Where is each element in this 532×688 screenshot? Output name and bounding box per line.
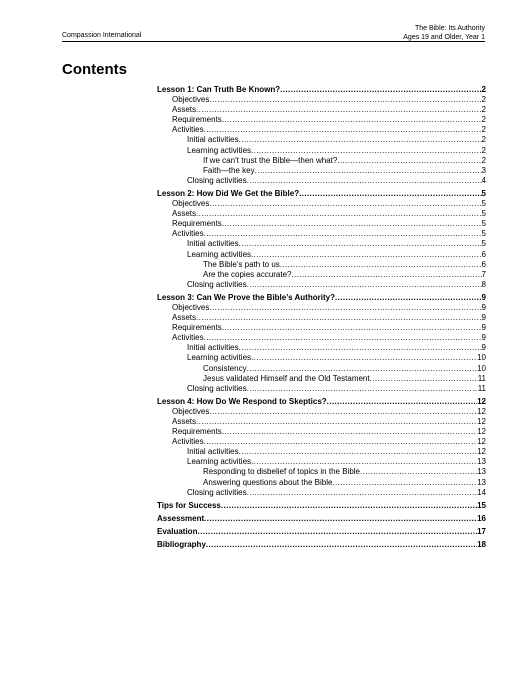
dot-leader xyxy=(251,250,482,260)
toc-entry-text: Closing activities xyxy=(187,279,247,289)
toc-entry-text: Responding to disbelief of topics in the Bible xyxy=(203,467,360,477)
dot-leader xyxy=(222,427,477,437)
toc-page-number: 2 xyxy=(481,95,486,105)
toc-entry[interactable] xyxy=(157,270,486,280)
toc-page-number: 18 xyxy=(477,540,486,550)
toc-entry-text: The Bible’s path to us xyxy=(203,259,280,269)
toc-page-number: 2 xyxy=(481,145,486,155)
toc-page-number: 9 xyxy=(481,292,486,302)
toc-page-number: 9 xyxy=(481,333,486,343)
toc-entry[interactable] xyxy=(157,166,486,176)
dot-leader xyxy=(209,407,477,417)
toc-page-number: 2 xyxy=(481,155,486,165)
toc-section-entry[interactable] xyxy=(157,189,486,199)
toc-entry[interactable] xyxy=(157,125,486,135)
toc-entry[interactable] xyxy=(157,343,486,353)
toc-page-number: 13 xyxy=(477,467,486,477)
toc-entry-text: Assets xyxy=(172,209,197,219)
dot-leader xyxy=(247,384,478,394)
toc-entry-text: Lesson 1: Can Truth Be Known? xyxy=(157,85,281,94)
dot-leader xyxy=(221,501,477,511)
toc-entry-text: Initial activities xyxy=(187,135,239,145)
toc-page-number: 5 xyxy=(481,199,486,209)
toc-entry[interactable] xyxy=(157,303,486,313)
toc-page-number: 5 xyxy=(481,209,486,219)
toc-section-entry[interactable] xyxy=(157,514,486,524)
dot-leader xyxy=(222,323,482,333)
toc-page-number: 5 xyxy=(481,229,486,239)
toc-entry-text: Lesson 4: How Do We Respond to Skeptics? xyxy=(157,396,327,406)
toc-entry[interactable] xyxy=(157,407,486,417)
toc-entry[interactable] xyxy=(157,417,486,427)
dot-leader xyxy=(255,166,482,176)
dot-leader xyxy=(280,260,482,270)
toc-entry-text: Objectives xyxy=(172,302,210,312)
toc-page-number: 5 xyxy=(481,239,486,249)
toc-section-entry[interactable] xyxy=(157,540,486,550)
toc-page-number: 10 xyxy=(477,363,486,373)
toc-entry[interactable] xyxy=(157,239,486,249)
toc-page-number: 14 xyxy=(477,487,486,497)
toc-entry[interactable] xyxy=(157,115,486,125)
toc-entry-text: Objectives xyxy=(172,199,210,209)
toc-entry-text: If we can’t trust the Bible—then what? xyxy=(203,155,338,165)
toc-section-entry[interactable] xyxy=(157,85,486,95)
toc-entry[interactable] xyxy=(157,260,486,270)
dot-leader xyxy=(335,293,482,303)
toc-page-number: 9 xyxy=(481,313,486,323)
toc-entry[interactable] xyxy=(157,457,486,467)
dot-leader xyxy=(247,176,482,186)
dot-leader xyxy=(239,135,482,145)
toc-entry-text: Assessment xyxy=(157,513,205,523)
toc-entry[interactable] xyxy=(157,437,486,447)
toc-entry[interactable] xyxy=(157,135,486,145)
toc-entry-text: Assets xyxy=(172,105,197,115)
toc-page-number: 2 xyxy=(481,85,486,94)
toc-section-entry[interactable] xyxy=(157,293,486,303)
toc-entry[interactable] xyxy=(157,219,486,229)
toc-entry[interactable] xyxy=(157,229,486,239)
contents-title: Contents xyxy=(62,61,127,78)
toc-page-number: 12 xyxy=(477,396,486,406)
toc-entry-text: Assets xyxy=(172,313,197,323)
dot-leader xyxy=(209,303,481,313)
dot-leader xyxy=(209,95,481,105)
toc-entry[interactable] xyxy=(157,95,486,105)
toc-entry-text: Activities xyxy=(172,229,204,239)
toc-page-number: 3 xyxy=(481,165,486,175)
dot-leader xyxy=(332,478,477,488)
toc-entry[interactable] xyxy=(157,427,486,437)
toc-entry-text: Activities xyxy=(172,125,204,135)
toc-page-number: 15 xyxy=(477,500,486,510)
header-rule xyxy=(62,41,485,42)
toc-entry-text: Are the copies accurate? xyxy=(203,269,292,279)
toc-page-number: 4 xyxy=(481,175,486,185)
toc-entry[interactable] xyxy=(157,250,486,260)
toc-entry-text: Lesson 2: How Did We Get the Bible? xyxy=(157,188,300,198)
dot-leader xyxy=(204,514,477,524)
toc-page-number: 12 xyxy=(477,417,486,426)
toc-entry-text: Closing activities xyxy=(187,487,247,497)
toc-entry-text: Answering questions about the Bible xyxy=(203,477,333,487)
dot-leader xyxy=(196,313,482,323)
dot-leader xyxy=(360,467,477,477)
toc-entry[interactable] xyxy=(157,199,486,209)
toc-page-number: 10 xyxy=(477,353,486,363)
toc-entry[interactable] xyxy=(157,374,486,384)
dot-leader xyxy=(206,540,477,550)
dot-leader xyxy=(196,105,482,115)
toc-entry-text: Learning activities xyxy=(187,145,252,155)
toc-page-number: 5 xyxy=(481,188,486,198)
toc-entry-text: Tips for Success xyxy=(157,500,221,510)
dot-leader xyxy=(292,270,482,280)
toc-section-entry[interactable] xyxy=(157,527,486,537)
dot-leader xyxy=(327,397,477,407)
toc-entry-text: Initial activities xyxy=(187,343,239,353)
toc-entry-text: Initial activities xyxy=(187,239,239,249)
toc-entry-text: Requirements xyxy=(172,115,222,125)
dot-leader xyxy=(251,457,477,467)
dot-leader xyxy=(197,527,477,537)
toc-entry[interactable] xyxy=(157,313,486,323)
toc-section-entry[interactable] xyxy=(157,397,486,407)
toc-entry[interactable] xyxy=(157,323,486,333)
toc-entry[interactable] xyxy=(157,488,486,498)
dot-leader xyxy=(222,115,482,125)
toc-page-number: 5 xyxy=(481,219,486,229)
dot-leader xyxy=(251,353,477,363)
toc-page-number: 12 xyxy=(477,437,486,447)
dot-leader xyxy=(196,209,482,219)
toc-entry[interactable] xyxy=(157,156,486,166)
dot-leader xyxy=(239,447,478,457)
toc-entry-text: Jesus validated Himself and the Old Testament xyxy=(203,373,370,383)
dot-leader xyxy=(239,343,482,353)
toc-entry-text: Assets xyxy=(172,417,197,426)
toc-entry-text: Objectives xyxy=(172,406,210,416)
toc-entry[interactable] xyxy=(157,467,486,477)
toc-page-number: 6 xyxy=(481,259,486,269)
toc-entry[interactable] xyxy=(157,364,486,374)
toc-page-number: 2 xyxy=(481,135,486,145)
toc-entry-text: Initial activities xyxy=(187,447,239,457)
toc-entry[interactable] xyxy=(157,209,486,219)
toc-page-number: 11 xyxy=(477,373,486,383)
toc-page-number: 17 xyxy=(477,526,486,536)
toc-entry[interactable] xyxy=(157,353,486,363)
toc-page-number: 8 xyxy=(481,279,486,289)
toc-page-number: 9 xyxy=(481,302,486,312)
dot-leader xyxy=(204,437,478,447)
toc-page-number: 12 xyxy=(477,447,486,457)
dot-leader xyxy=(222,219,482,229)
dot-leader xyxy=(196,417,477,427)
dot-leader xyxy=(247,488,478,498)
toc-page-number: 13 xyxy=(477,477,486,487)
toc-page-number: 7 xyxy=(481,269,486,279)
toc-entry-text: Closing activities xyxy=(187,175,247,185)
toc-entry-text: Lesson 3: Can We Prove the Bible’s Authority? xyxy=(157,292,335,302)
toc-entry-text: Requirements xyxy=(172,427,222,437)
toc-page-number: 2 xyxy=(481,125,486,135)
toc-page-number: 12 xyxy=(477,406,486,416)
toc-page-number: 12 xyxy=(477,427,486,437)
toc-entry[interactable] xyxy=(157,280,486,290)
dot-leader xyxy=(299,189,481,199)
dot-leader xyxy=(280,85,481,95)
header-audience: Ages 19 and Older, Year 1 xyxy=(403,34,485,41)
toc-page-number: 9 xyxy=(481,323,486,333)
dot-leader xyxy=(239,239,482,249)
toc-entry-text: Learning activities xyxy=(187,457,252,467)
toc-page-number: 6 xyxy=(481,249,486,259)
toc-entry-text: Requirements xyxy=(172,219,222,229)
toc-entry-text: Evaluation xyxy=(157,526,198,536)
toc-entry-text: Learning activities xyxy=(187,249,252,259)
toc-page-number: 11 xyxy=(477,383,486,393)
header-document-info xyxy=(403,24,485,42)
toc-entry-text: Requirements xyxy=(172,323,222,333)
header-document-title: The Bible: Its Authority xyxy=(414,25,485,32)
dot-leader xyxy=(204,125,482,135)
toc-entry[interactable] xyxy=(157,478,486,488)
toc-entry[interactable] xyxy=(157,105,486,115)
dot-leader xyxy=(209,199,481,209)
toc-page-number: 16 xyxy=(477,513,486,523)
toc-entry-text: Faith—the key xyxy=(203,165,255,175)
toc-entry-text: Consistency xyxy=(203,363,247,373)
toc-entry[interactable] xyxy=(157,447,486,457)
toc-page-number: 9 xyxy=(481,343,486,353)
toc-section-entry[interactable] xyxy=(157,501,486,511)
table-of-contents xyxy=(157,85,486,550)
toc-page-number: 2 xyxy=(481,115,486,125)
toc-entry[interactable] xyxy=(157,176,486,186)
toc-entry-text: Learning activities xyxy=(187,353,252,363)
toc-entry-text: Bibliography xyxy=(157,540,206,550)
toc-entry-text: Activities xyxy=(172,437,204,447)
toc-entry-text: Activities xyxy=(172,333,204,343)
toc-entry-text: Objectives xyxy=(172,95,210,105)
dot-leader xyxy=(247,364,478,374)
dot-leader xyxy=(204,229,482,239)
dot-leader xyxy=(337,156,481,166)
toc-entry[interactable] xyxy=(157,146,486,156)
dot-leader xyxy=(251,146,482,156)
toc-entry-text: Closing activities xyxy=(187,383,247,393)
dot-leader xyxy=(370,374,478,384)
toc-entry[interactable] xyxy=(157,384,486,394)
toc-entry[interactable] xyxy=(157,333,486,343)
toc-page-number: 2 xyxy=(481,105,486,115)
toc-page-number: 13 xyxy=(477,457,486,467)
dot-leader xyxy=(204,333,482,343)
header-organization: Compassion International xyxy=(62,32,142,39)
dot-leader xyxy=(247,280,482,290)
